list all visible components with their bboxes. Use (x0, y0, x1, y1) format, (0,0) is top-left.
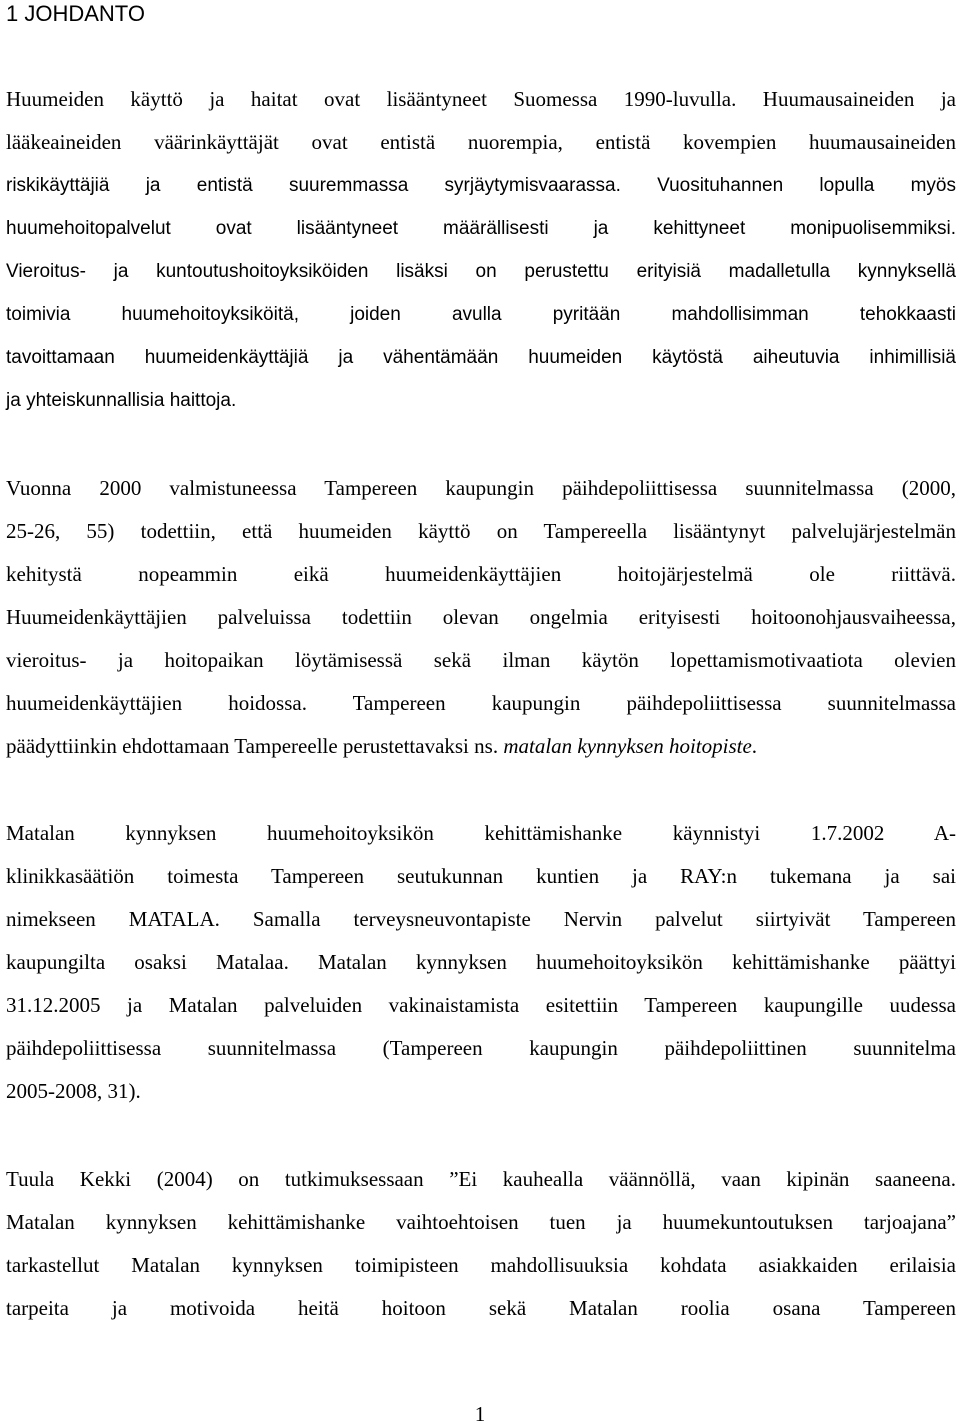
text-line: huumehoitopalvelut ovat lisääntyneet määrällisesti ja kehittyneet monipuolisemmiksi. (6, 218, 956, 239)
text-line: tarkastellut Matalan kynnyksen toimipisteen mahdollisuuksia kohdata asiakkaiden erilaisia (6, 1253, 956, 1277)
text-line: päädyttiinkin ehdottamaan Tampereelle perustettavaksi ns. matalan kynnyksen hoitopiste. (6, 734, 758, 758)
text-line: Huumeidenkäyttäjien palveluissa todettiin olevan ongelmia erityisesti hoitoonohjausvaiheessa, (6, 605, 956, 629)
text-line: tarpeita ja motivoida heitä hoitoon sekä Matalan roolia osana Tampereen (6, 1296, 956, 1320)
section-heading: 1 JOHDANTO (6, 1, 145, 26)
emphasis-term: matalan kynnyksen hoitopiste (503, 734, 752, 758)
page-number: 1 (474, 1402, 486, 1426)
text-line: Matalan kynnyksen kehittämishanke vaihtoehtoisen tuen ja huumekuntoutuksen tarjoajana” (6, 1210, 956, 1234)
text-line: nimekseen MATALA. Samalla terveysneuvontapiste Nervin palvelut siirtyivät Tampereen (6, 907, 956, 931)
text-line: 2005-2008, 31). (6, 1079, 141, 1103)
paragraph-intro (6, 78, 956, 422)
text-line: huumeidenkäyttäjien hoidossa. Tampereen kaupungin päihdepoliittisessa suunnitelmassa (6, 691, 956, 715)
text-line: tavoittamaan huumeidenkäyttäjiä ja vähentämään huumeiden käytöstä aiheutuvia inhimillisiä (6, 347, 956, 368)
text-line: kaupungilta osaksi Matalaa. Matalan kynnyksen huumehoitoyksikön kehittämishanke päättyi (6, 950, 956, 974)
text-line: lääkeaineiden väärinkäyttäjät ovat entistä nuorempia, entistä kovempien huumausaineiden (6, 130, 956, 154)
text-line: kehitystä nopeammin eikä huumeidenkäyttäjien hoitojärjestelmä ole riittävä. (6, 562, 956, 586)
text-line: Tuula Kekki (2004) on tutkimuksessaan ”Ei kauhealla väännöllä, vaan kipinän saaneena. (6, 1167, 956, 1191)
text-line: 25-26, 55) todettiin, että huumeiden käyttö on Tampereella lisääntynyt palvelujärjestelmän (6, 519, 956, 543)
paragraph-matala-project (6, 812, 956, 1113)
text-line: Vieroitus- ja kuntoutushoitoyksiköiden lisäksi on perustettu erityisiä madalletulla kynnyksellä (6, 261, 956, 282)
paragraph-tampere-plan (6, 467, 956, 768)
text-line: riskikäyttäjiä ja entistä suuremmassa syrjäytymisvaarassa. Vuosituhannen lopulla myös (6, 175, 956, 196)
text-line: päihdepoliittisessa suunnitelmassa (Tampereen kaupungin päihdepoliittinen suunnitelma (6, 1036, 956, 1060)
text-line: 31.12.2005 ja Matalan palveluiden vakinaistamista esitettiin Tampereen kaupungille uudessa (6, 993, 956, 1017)
text-line: ja yhteiskunnallisia haittoja. (6, 390, 237, 411)
text-line: Vuonna 2000 valmistuneessa Tampereen kaupungin päihdepoliittisessa suunnitelmassa (2000, (6, 476, 956, 500)
text-line: klinikkasäätiön toimesta Tampereen seutukunnan kuntien ja RAY:n tukemana ja sai (6, 864, 956, 888)
paragraph-kekki-study (6, 1158, 956, 1330)
text-line: toimivia huumehoitoyksiköitä, joiden avulla pyritään mahdollisimman tehokkaasti (6, 304, 956, 325)
text-line: Huumeiden käyttö ja haitat ovat lisääntyneet Suomessa 1990-luvulla. Huumausaineiden ja (6, 87, 956, 111)
text-line: Matalan kynnyksen huumehoitoyksikön kehittämishanke käynnistyi 1.7.2002 A- (6, 821, 956, 845)
text-line: vieroitus- ja hoitopaikan löytämisessä sekä ilman käytön lopettamismotivaatiota olevien (6, 648, 956, 672)
